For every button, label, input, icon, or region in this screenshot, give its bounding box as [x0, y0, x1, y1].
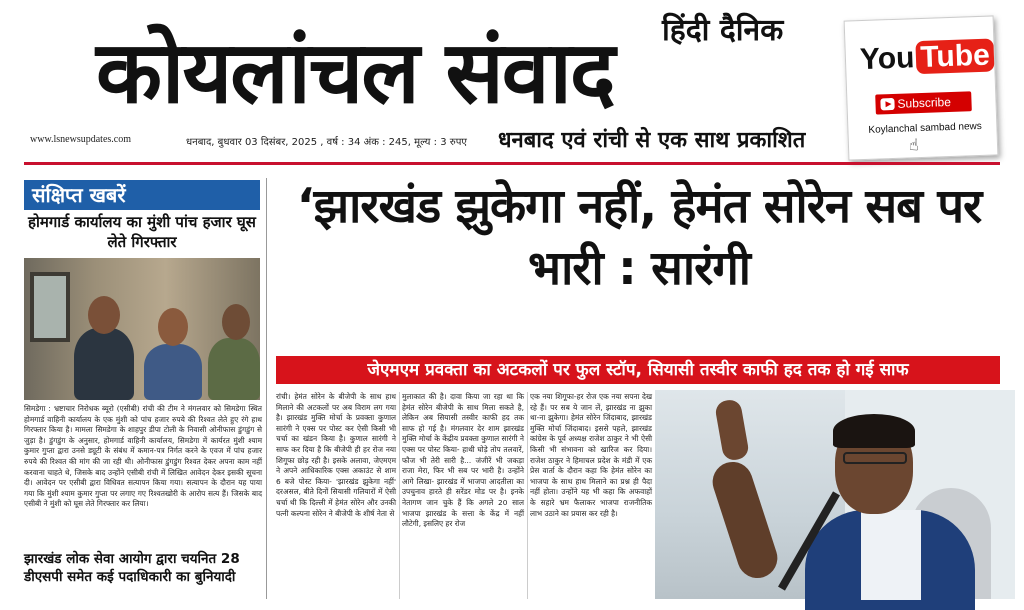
subscribe-button[interactable]	[875, 91, 972, 114]
main-headline: ‘झारखंड झुकेगा नहीं, हेमंत सोरेन सब पर भारी : सारंगी	[296, 179, 982, 296]
subscribe-label: Subscribe	[897, 94, 952, 111]
photo-speaker-glasses	[843, 452, 907, 464]
photo-speaker-shirt	[861, 510, 921, 600]
column-divider	[266, 178, 267, 599]
brief-photo	[24, 258, 260, 400]
cursor-hand-icon: ☝	[908, 135, 920, 155]
photo-person	[208, 338, 260, 400]
website-link[interactable]: www.lsnewsupdates.com	[30, 134, 132, 145]
main-photo	[655, 390, 1000, 599]
story-column-2: मुलाकात की है। दावा किया जा रहा था कि हेमंत सोरेन बीजेपी के साथ मिला सकते है, लेकिन अब सियासी तस्वीर काफी हद तक साफ हो गई है। मंगलवार देर शाम झारखंड मुक्ति मोर्चा के केंद्रीय प्रवक्ता कुणाल सारंगी ने एक्स पर पोस्ट किया- हाथी घोड़े तोप तलवारें, फौज भी तेरी सारी है... जंजीरें भी जकड़ा राजा मेरा, फिर भी सब पर भारी है। उन्होंने आगे लिखा- झारखंड में भाजपा आदतीला का उपचुनाव हारते ही सरेंडर मोड पर है। इनके नेतागण जान चुके हैं कि अगले 20 साल भाजपा झारखंड के सत्ता के केंद्र में नहीं लौटेगी, इसलिए हर रोज	[402, 392, 524, 529]
photo-person-head	[88, 296, 120, 334]
youtube-logo-you: You	[859, 41, 915, 77]
story-column-divider	[527, 392, 528, 599]
story-column-1: रांची। हेमंत सोरेन के बीजेपी के साथ हाथ मिलाने की अटकलों पर अब विराम लग गया है। झारखंड मुक्ति मोर्चा के प्रवक्ता कुणाल सारंगी ने एक्स पर पोस्ट कर ऐसी किसी भी चर्चा का खंडन किया है। कुणाल सारंगी ने साफ कर दिया है कि बीजेपी ही हर रोज नया शिगूफा छोड़ रही है। इसके अलावा, जेएमएम ने अपने आधिकारिक एक्स अकाउंट से शाम 6 बजे पोस्ट किया- 'झारखंड झुकेगा नहीं' दरअसल, बीते दिनों सियासी गलियारों में ऐसी चर्चा थी कि दिल्ली में हेमंत सोरेन और उनकी पत्नी कल्पना सोरेन ने बीजेपी के शीर्ष नेता से	[276, 392, 396, 518]
story-column-divider	[399, 392, 400, 599]
photo-speaker-arm	[707, 457, 782, 583]
youtube-subscribe-card[interactable]	[844, 15, 999, 160]
masthead	[0, 0, 1024, 168]
photo-speaker-hair	[833, 414, 915, 448]
brief-headline: होमगार्ड कार्यालय का मुंशी पांच हजार घूस लेते गिरफ्तार	[28, 213, 256, 251]
channel-name: Koylanchal sambad news	[868, 120, 982, 136]
dateline: धनबाद, बुधवार 03 दिसंबर, 2025 , वर्ष : 34 अंक : 245, मूल्य : 3 रुपए	[186, 137, 467, 148]
lower-headline: झारखंड लोक सेवा आयोग द्वारा चयनित 28 डीएसपी समेत कई पदाधिकारी का बुनियादी	[24, 551, 240, 585]
story-column-3: एक नया शिगूफा-हर रोज एक नया सपना देख रहे हैं। पर सब ये जान लें, झारखंड ना झुका था-ना झुकेगा। हेमंत सोरेन जिंदाबाद, झारखंड मुक्ति मोर्चा जिंदाबाद। इससे पहले, झारखंड कांग्रेस के पूर्व अध्यक्ष राजेश ठाकुर ने भी ऐसी किसी भी संभावना को खारिज कर दिया। राजेश ठाकुर ने हिमाचल प्रदेश के मंडी में एक प्रेस वार्ता के दौरान कहा कि हेमंत सोरेन का भाजपा के साथ हाथ मिलाने का प्रश्न ही पैदा नहीं होता। उन्होंने यह भी कहा कि अफवाहों के सहारे भ्रम फैलाकर भाजपा राजनीतिक लाभ उठाने का प्रयास कर रही है।	[530, 392, 652, 518]
youtube-logo-tube: Tube	[916, 38, 995, 74]
brief-body: सिमडेगा : भ्रष्टाचार निरोधक ब्यूरो (एसीबी) रांची की टीम ने मंगलवार को सिमडेगा स्थित होमगार्ड वाहिनी कार्यालय के एक मुंशी को पांच हजार रुपये की रिश्वत लेते हुए रंगे हाथ गिरफ्तार किया है। मामला सिमडेगा के शाहपुर डीपा टोली के निवासी ओनीफास डुंगडुंग से जुड़ा है। डुंगडुंग के अनुसार, होमगार्ड वाहिनी कार्यालय, सिमडेगा में कार्यरत मुंशी श्याम कुमार गुप्ता द्वारा उनसे ड्यूटी के संबंध में कमान-पत्र निर्गत करने के एवज में पांच हजार रुपये की रिश्वत की मांग की जा रही थी। ओनीफास डुंगडुंग रिश्वत देकर अपना काम नहीं करवाना चाहते थे, जिसके बाद उन्होंने एसीबी रांची में लिखित आवेदन देकर इसकी सूचना दी। आवेदन पर एसीबी द्वारा विधिवत सत्यापन किया गया। सत्यापन के दौरान यह पाया गया कि मुंशी श्याम कुमार गुप्ता पर लगाए गए रिश्वतखोरी के आरोप सत्य हैं। जिसके बाद एसीबी ने मुंशी को घूस लेते गिरफ्तार कर लिया।	[24, 404, 262, 509]
youtube-logo	[859, 38, 994, 77]
main-subhead: जेएमएम प्रवक्ता का अटकलों पर फुल स्टॉप, सियासी तस्वीर काफी हद तक हो गई साफ	[276, 356, 1000, 384]
play-icon	[880, 98, 894, 110]
photo-person-head	[222, 304, 250, 340]
photo-speaker-hand	[714, 398, 750, 462]
published-from: धनबाद एवं रांची से एक साथ प्रकाशित	[498, 128, 806, 153]
masthead-divider	[24, 162, 1000, 165]
photo-person	[74, 328, 134, 400]
photo-person	[144, 344, 202, 400]
photo-person-head	[158, 308, 188, 346]
newspaper-title: कोयलांचल संवाद	[96, 23, 614, 123]
section-title-briefs: संक्षिप्त खबरें	[24, 180, 260, 210]
daily-tagline: हिंदी दैनिक	[662, 13, 784, 48]
photo-window	[30, 272, 70, 342]
